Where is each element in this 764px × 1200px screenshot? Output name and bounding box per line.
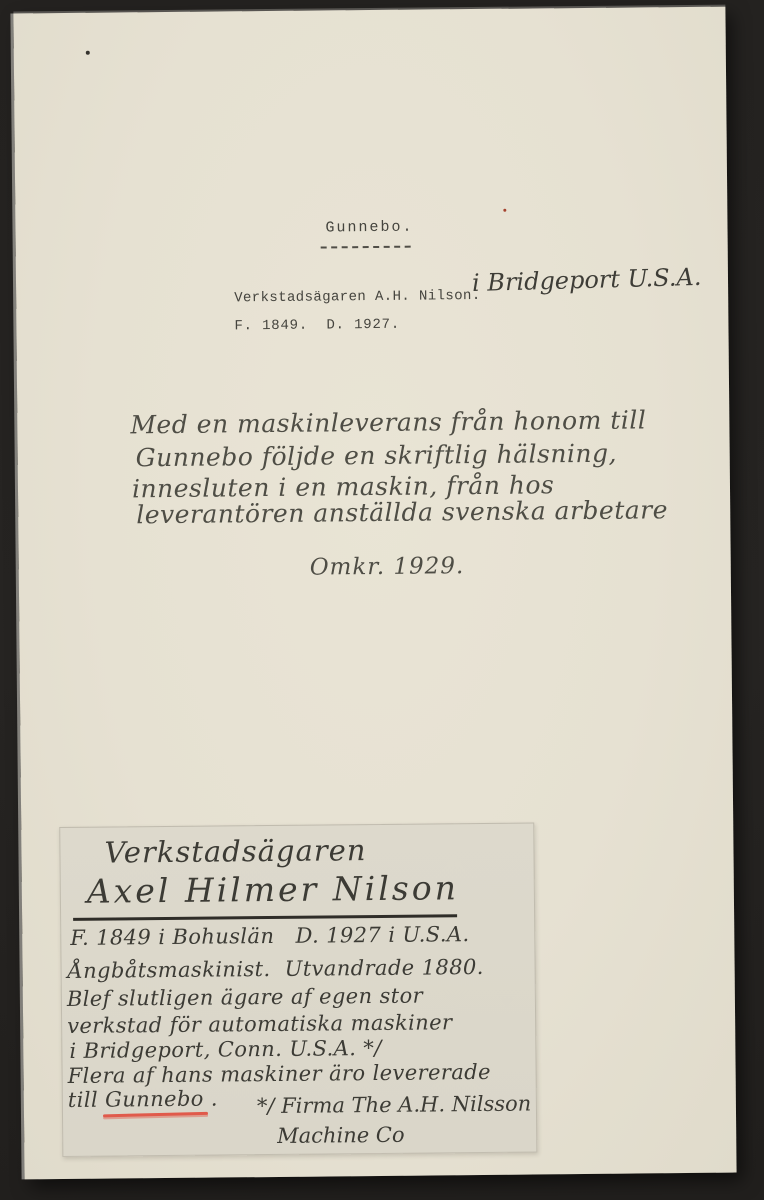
typed-subject-line: Verkstadsägaren A.H. Nilson. [234,287,481,307]
note-title-line1: Verkstadsägaren [104,833,367,870]
pasted-note [59,822,537,1157]
note-gunnebo-word-text: Gunnebo [105,1086,204,1112]
paper-speck-red [503,209,506,212]
typed-heading: Gunnebo. [325,218,414,237]
heading-dashed-underline [321,246,411,249]
handwritten-body-line: leverantören anställda svenska arbetare [136,495,669,530]
document-page [13,7,736,1180]
handwritten-location: i Bridgeport U.S.A. [471,262,702,298]
note-line: Blef slutligen ägare af egen stor [66,983,424,1011]
note-title-line2: Axel Hilmer Nilson [86,868,460,911]
typed-dates-line: F. 1849. D. 1927. [234,316,401,335]
handwritten-body-line: innesluten i en maskin, från hos [131,470,555,504]
note-line: verkstad för automatiska maskiner [67,1010,453,1038]
handwritten-body-line: Gunnebo följde en skriftlig hälsning, [135,438,618,473]
note-line: Ångbåtsmaskinist. Utvandrade 1880. [67,954,484,983]
note-gunnebo-suffix: . [203,1086,219,1111]
note-line: Flera af hans maskiner äro levererade [67,1059,491,1088]
paper-speck-black [86,51,90,55]
note-title-rule [73,914,457,920]
note-line: i Bridgeport, Conn. U.S.A. */ [69,1035,382,1063]
note-line: F. 1849 i Bohuslän D. 1927 i U.S.A. [70,922,470,950]
note-gunnebo-word [105,1087,204,1112]
note-gunnebo-prefix: till [67,1087,106,1112]
handwritten-body-line: Med en maskinleverans från honom till [130,405,647,440]
handwritten-date: Omkr. 1929. [309,553,465,581]
note-gunnebo-line [68,1087,218,1112]
gunnebo-red-underline [103,1112,208,1117]
note-footnote-line1: */ Firma The A.H. Nilsson [256,1091,532,1119]
note-footnote-line2: Machine Co [277,1122,405,1148]
